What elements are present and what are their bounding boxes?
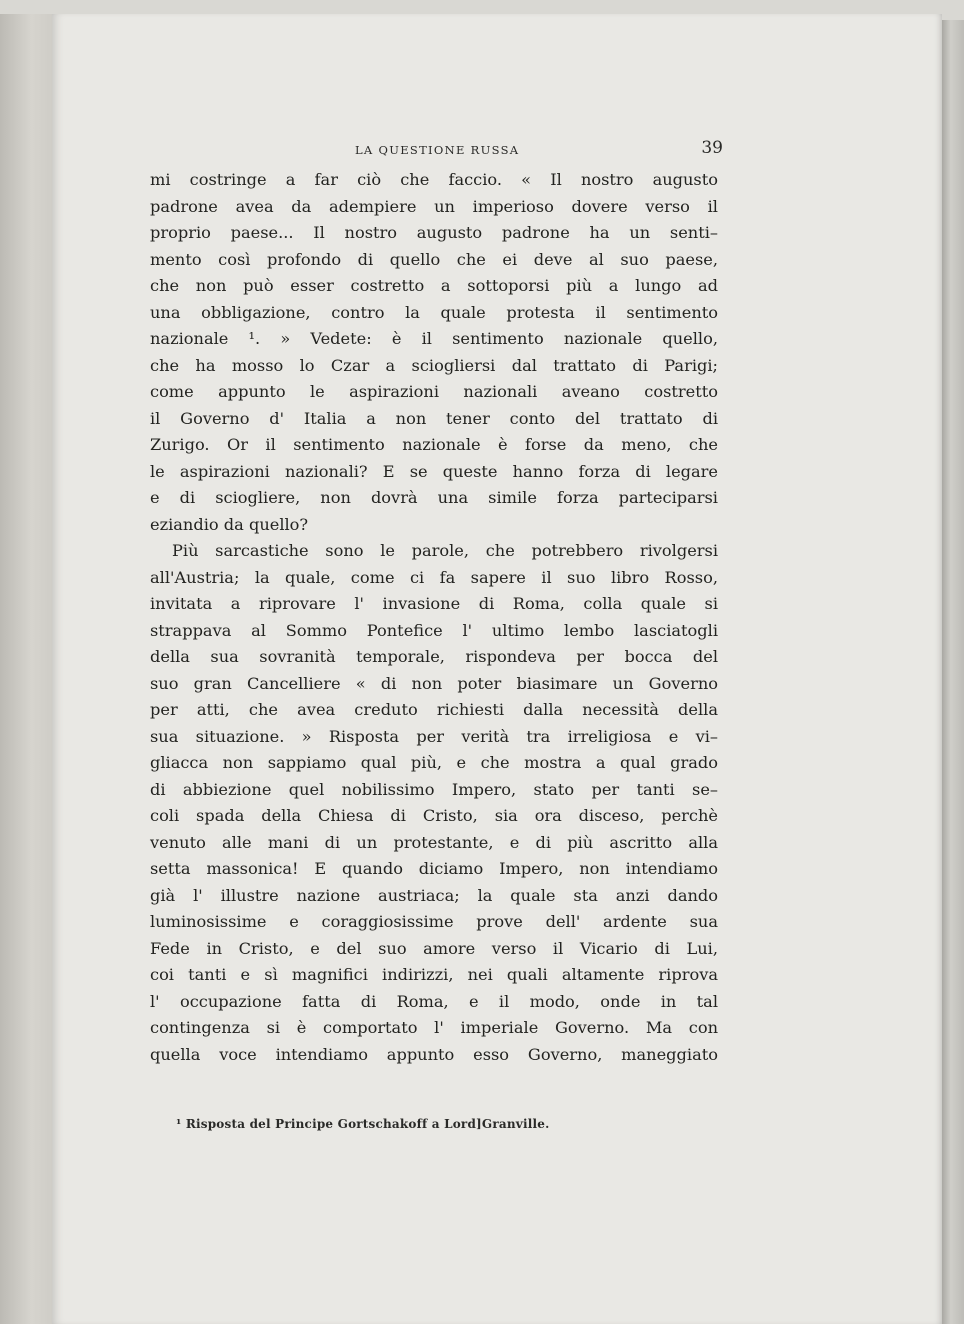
page-edge: [942, 20, 964, 1324]
text-line: strappava al Sommo Pontefice l' ultimo lembo lasciatogli: [150, 620, 718, 640]
text-line: e di sciogliere, non dovrà una simile forza parteciparsi: [150, 488, 718, 507]
paragraph-start-line: Più sarcastiche sono le parole, che potrebbero rivolgersi: [172, 541, 718, 560]
text-line: il Governo d' Italia a non tener conto del trattato di: [150, 408, 718, 428]
text-line: padrone avea da adempiere un imperioso dovere verso il: [150, 196, 718, 216]
text-line: della sua sovranità temporale, rispondeva per bocca del: [150, 647, 718, 666]
text-line: all'Austria; la quale, come ci fa sapere il suo libro Rosso,: [150, 567, 718, 587]
page-number: 39: [701, 138, 723, 158]
text-line: gliacca non sappiamo qual più, e che mostra a qual grado: [150, 753, 718, 772]
text-line: una obbligazione, contro la quale protesta il sentimento: [150, 302, 718, 322]
text-line: Zurigo. Or il sentimento nazionale è forse da meno, che: [150, 435, 718, 454]
text-line: l' occupazione fatta di Roma, e il modo, onde in tal: [150, 991, 718, 1011]
text-line: contingenza si è comportato l' imperiale Governo. Ma con: [150, 1018, 718, 1037]
paragraph-end-line: eziandio da quello?: [150, 514, 309, 534]
text-line: già l' illustre nazione austriaca; la quale sta anzi dando: [150, 885, 718, 905]
text-line: setta massonica! E quando diciamo Impero, non intendiamo: [150, 859, 718, 878]
text-line: di abbiezione quel nobilissimo Impero, stato per tanti se–: [150, 779, 718, 799]
text-line: suo gran Cancelliere « di non poter biasimare un Governo: [150, 673, 718, 693]
text-line: coli spada della Chiesa di Cristo, sia ora disceso, perchè: [150, 806, 718, 825]
text-line: che ha mosso lo Czar a sciogliersi dal trattato di Parigi;: [150, 355, 718, 375]
text-line: mi costringe a far ciò che faccio. « Il nostro augusto: [150, 170, 718, 189]
text-line: come appunto le aspirazioni nazionali aveano costretto: [150, 382, 718, 401]
page-header: [150, 138, 723, 164]
text-line: quella voce intendiamo appunto esso Governo, maneggiato: [150, 1044, 718, 1064]
text-line: mento così profondo di quello che ei deve al suo paese,: [150, 249, 718, 269]
text-line: le aspirazioni nazionali? E se queste hanno forza di legare: [150, 461, 718, 481]
text-line: per atti, che avea creduto richiesti dalla necessità della: [150, 700, 718, 719]
text-line: luminosissime e coraggiosissime prove dell' ardente sua: [150, 912, 718, 931]
running-title: LA QUESTIONE RUSSA: [355, 143, 520, 157]
book-spine: [0, 14, 52, 1324]
text-line: proprio paese... Il nostro augusto padrone ha un senti–: [150, 223, 718, 242]
text-line: venuto alle mani di un protestante, e di più ascritto alla: [150, 832, 718, 852]
text-line: invitata a riprovare l' invasione di Roma, colla quale si: [150, 594, 718, 613]
body-text: [150, 167, 718, 1068]
text-line: Fede in Cristo, e del suo amore verso il Vicario di Lui,: [150, 938, 718, 958]
text-line: coi tanti e sì magnifici indirizzi, nei quali altamente riprova: [150, 965, 718, 984]
text-line: che non può esser costretto a sottoporsi più a lungo ad: [150, 276, 718, 295]
footnote: ¹ Risposta del Principe Gortschakoff a Lord]Granville.: [176, 1117, 550, 1131]
text-line: nazionale ¹. » Vedete: è il sentimento nazionale quello,: [150, 329, 718, 348]
text-line: sua situazione. » Risposta per verità tra irreligiosa e vi–: [150, 726, 718, 746]
